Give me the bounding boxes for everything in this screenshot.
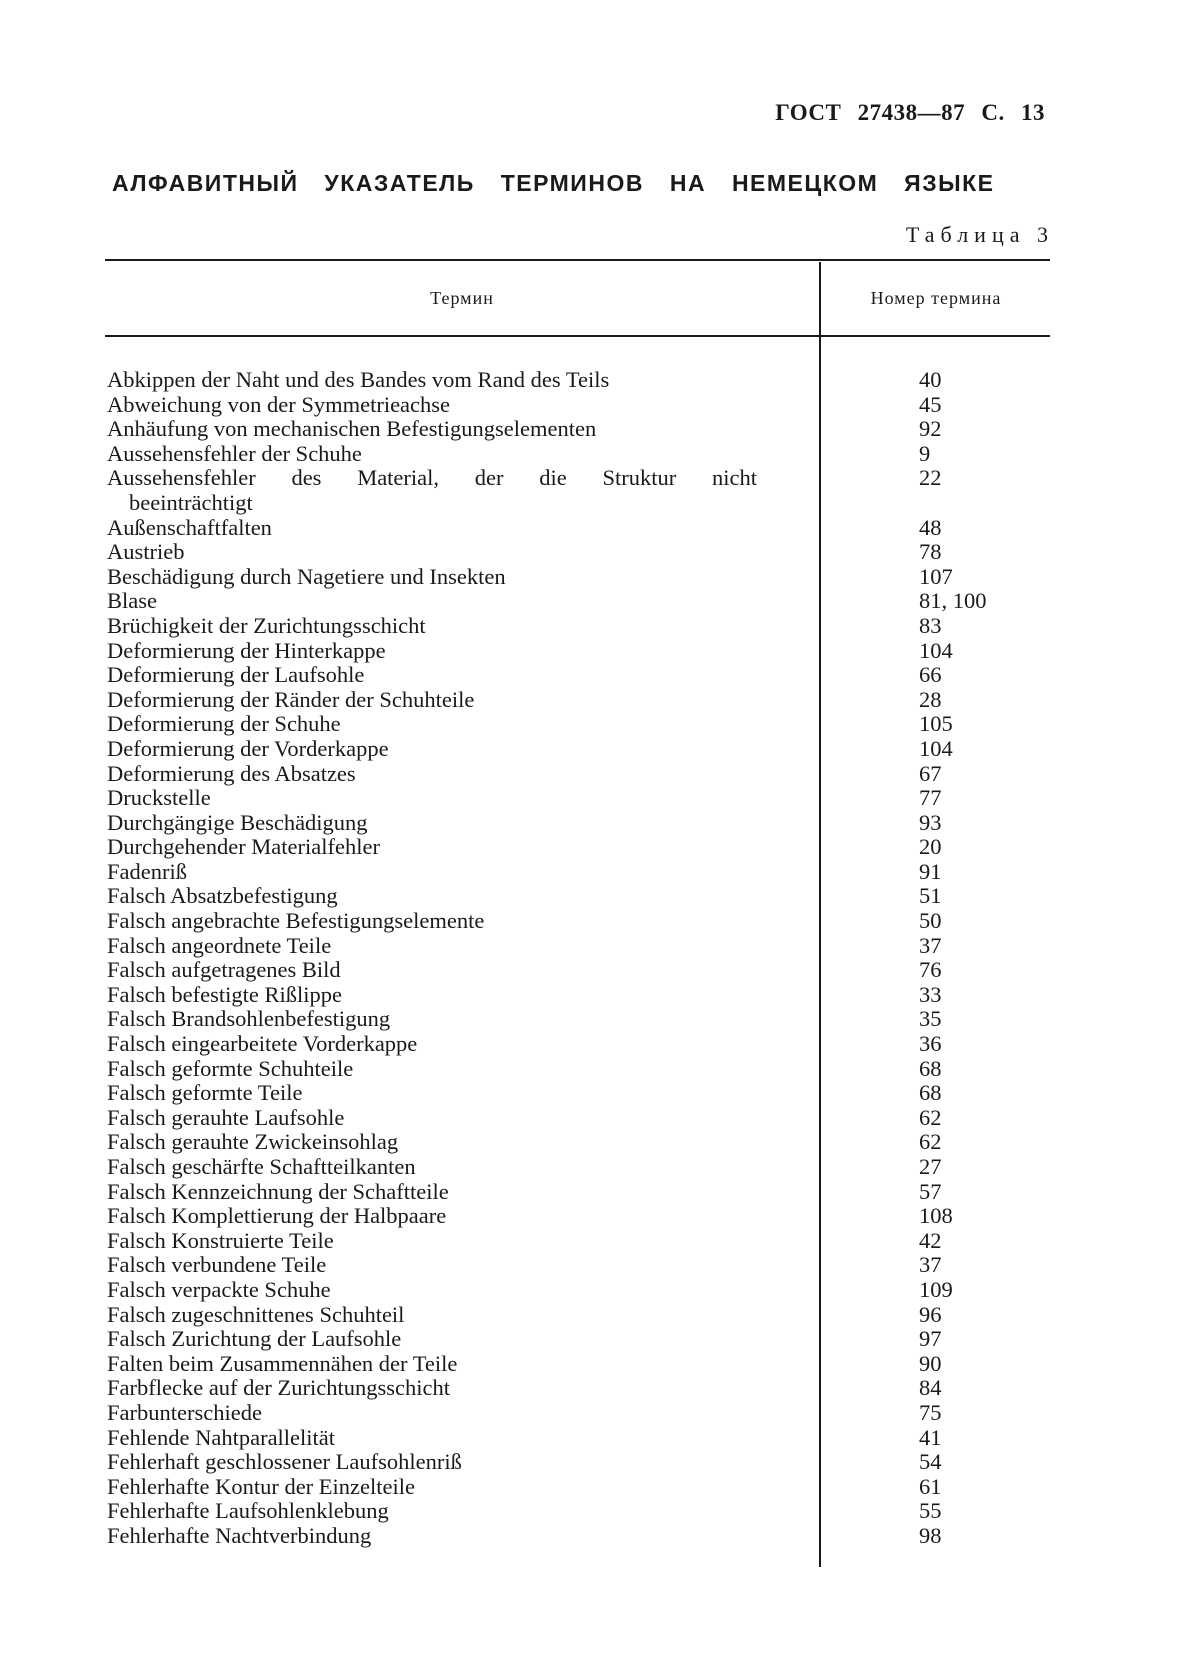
- term-number: 40: [919, 367, 942, 392]
- table-row: [107, 1229, 1050, 1254]
- term-number: 61: [919, 1473, 942, 1499]
- table-row: [107, 737, 1050, 762]
- term-text: Falsch geschärfte Schaftteilkanten: [107, 1154, 416, 1179]
- term-number: 67: [919, 760, 942, 786]
- table-row: [107, 1401, 1050, 1426]
- term-number: 108: [919, 1203, 953, 1229]
- table-row: [107, 1253, 1050, 1278]
- term-number: 51: [919, 883, 942, 909]
- term-text: Falsch Kennzeichnung der Schaftteile: [107, 1178, 449, 1204]
- term-text: Fehlerhafte Nachtverbindung: [107, 1522, 372, 1548]
- term-text: Brüchigkeit der Zurichtungsschicht: [107, 612, 426, 638]
- term-number: 104: [919, 735, 953, 761]
- table-row: [107, 1081, 1050, 1106]
- term-text: Falsch verpackte Schuhe: [107, 1276, 331, 1302]
- term-text: Deformierung der Vorderkappe: [107, 735, 389, 761]
- term-text: Austrieb: [107, 539, 185, 565]
- term-number: 22: [919, 465, 942, 491]
- term-number: 28: [919, 686, 942, 712]
- term-text: Falsch angeordnete Teile: [107, 932, 332, 958]
- table-row: [107, 1499, 1050, 1524]
- term-text: Falsch verbundene Teile: [107, 1252, 327, 1278]
- table-row: [107, 393, 1050, 418]
- term-text: Deformierung der Hinterkappe: [107, 637, 386, 663]
- term-number: 109: [919, 1276, 953, 1302]
- term-number: 75: [919, 1399, 942, 1425]
- term-text: Deformierung der Laufsohle: [107, 662, 365, 688]
- table-row: [107, 909, 1050, 934]
- term-number: 93: [919, 809, 942, 835]
- table-row: [107, 442, 1050, 467]
- term-number: 98: [919, 1522, 942, 1548]
- term-text: Falsch Zurichtung der Laufsohle: [107, 1326, 402, 1352]
- term-number: 83: [919, 612, 942, 638]
- term-text: Fehlerhaft geschlossener Laufsohlenriß: [107, 1449, 462, 1475]
- term-number: 57: [919, 1178, 942, 1204]
- term-number: 90: [919, 1350, 942, 1376]
- term-number: 62: [919, 1104, 942, 1130]
- table-header-rule: [105, 335, 1050, 337]
- table-row: [107, 1130, 1050, 1155]
- term-number: 48: [919, 514, 942, 540]
- term-text: Fehlerhafte Laufsohlenklebung: [107, 1498, 389, 1524]
- table-row: [107, 614, 1050, 639]
- term-number: 104: [919, 637, 953, 663]
- table-row: [107, 811, 1050, 836]
- term-text: Falsch angebrachte Befestigungselemente: [107, 908, 485, 934]
- table-row: [107, 1007, 1050, 1032]
- term-text: Farbflecke auf der Zurichtungsschicht: [107, 1375, 450, 1401]
- term-text: Fehlerhafte Kontur der Einzelteile: [107, 1473, 415, 1499]
- column-header-term: Термин: [430, 288, 494, 308]
- term-text-continuation: beeinträchtigt: [129, 489, 253, 515]
- table-row: [107, 835, 1050, 860]
- term-text: Falsch zugeschnittenes Schuhteil: [107, 1301, 405, 1327]
- table-caption: Таблица 3: [905, 222, 1054, 247]
- term-number: 76: [919, 957, 942, 983]
- page-header: ГОСТ 27438—87 С. 13: [775, 100, 1045, 125]
- term-number: 54: [919, 1449, 942, 1475]
- table-row: [107, 1426, 1050, 1451]
- term-text: Durchgängige Beschädigung: [107, 809, 368, 835]
- header-column-divider: [819, 262, 821, 335]
- table-row: [107, 1057, 1050, 1082]
- table-row: [107, 1327, 1050, 1352]
- table-top-rule: [105, 259, 1050, 261]
- term-number: 35: [919, 1006, 942, 1032]
- term-text: Falsch befestigte Rißlippe: [107, 981, 342, 1007]
- table-row: [107, 466, 1050, 515]
- term-text: Falsch Komplettierung der Halbpaare: [107, 1203, 447, 1229]
- term-number: 62: [919, 1129, 942, 1155]
- term-text: Druckstelle: [107, 785, 211, 811]
- term-text: Falsch geformte Schuhteile: [107, 1055, 354, 1081]
- table-row: [107, 712, 1050, 737]
- term-number: 68: [919, 1080, 942, 1106]
- table-row: [107, 663, 1050, 688]
- table-row: [107, 688, 1050, 713]
- term-number: 78: [919, 539, 942, 565]
- table-row: [107, 1032, 1050, 1057]
- term-text: Beschädigung durch Nagetiere und Insekten: [107, 563, 506, 589]
- term-text: Falten beim Zusammennähen der Teile: [107, 1350, 458, 1376]
- term-text: Falsch geformte Teile: [107, 1080, 303, 1106]
- table-row: [107, 1450, 1050, 1475]
- document-title: АЛФАВИТНЫЙ УКАЗАТЕЛЬ ТЕРМИНОВ НА НЕМЕЦКОМ ЯЗЫКЕ: [112, 170, 995, 196]
- term-text: Deformierung der Ränder der Schuhteile: [107, 686, 475, 712]
- term-text: [107, 466, 757, 515]
- term-number: 50: [919, 908, 942, 934]
- term-number: 84: [919, 1375, 942, 1401]
- term-number: 97: [919, 1326, 942, 1352]
- table-row: [107, 516, 1050, 541]
- term-number: 37: [919, 1252, 942, 1278]
- table-row: [107, 884, 1050, 909]
- term-number: 105: [919, 711, 953, 737]
- term-number: 55: [919, 1498, 942, 1524]
- term-text: Abkippen der Naht und des Bandes vom Rand des Teils: [107, 367, 610, 392]
- term-text: Fadenriß: [107, 858, 187, 884]
- table-row: [107, 983, 1050, 1008]
- term-number: 66: [919, 662, 942, 688]
- term-text: Falsch gerauhte Laufsohle: [107, 1104, 345, 1130]
- table-row: [107, 1278, 1050, 1303]
- term-text: Deformierung der Schuhe: [107, 711, 341, 737]
- column-header-number: Номер термина: [870, 288, 1002, 308]
- table-row: [107, 1303, 1050, 1328]
- term-number: 107: [919, 563, 953, 589]
- table-row: [107, 1524, 1050, 1549]
- term-number: 68: [919, 1055, 942, 1081]
- table-row: [107, 860, 1050, 885]
- term-text: Farbunterschiede: [107, 1399, 262, 1425]
- term-text: Durchgehender Materialfehler: [107, 834, 380, 860]
- table-row: [107, 1106, 1050, 1131]
- table-row: [107, 1155, 1050, 1180]
- table-row: [107, 368, 1050, 393]
- term-text-line: Aussehensfehler des Material, der die Struktur nicht: [107, 465, 757, 491]
- table-row: [107, 417, 1050, 442]
- term-number: 36: [919, 1031, 942, 1057]
- table-row: [107, 1180, 1050, 1205]
- term-text: Blase: [107, 588, 157, 614]
- term-number: 27: [919, 1154, 942, 1179]
- table-row: [107, 1352, 1050, 1377]
- term-number: 37: [919, 932, 942, 958]
- term-text: Falsch eingearbeitete Vorderkappe: [107, 1031, 418, 1057]
- term-number: 41: [919, 1424, 942, 1450]
- term-text: Fehlende Nahtparallelität: [107, 1424, 336, 1450]
- term-text: Falsch Absatzbefestigung: [107, 883, 338, 909]
- table-row: [107, 762, 1050, 787]
- table-row: [107, 1376, 1050, 1401]
- table-row: [107, 934, 1050, 959]
- term-text: Falsch Brandsohlenbefestigung: [107, 1006, 391, 1032]
- term-number: 91: [919, 858, 942, 884]
- term-number: 33: [919, 981, 942, 1007]
- term-number: 45: [919, 391, 942, 417]
- term-number: 42: [919, 1227, 942, 1253]
- term-text: Falsch gerauhte Zwickeinsohlag: [107, 1129, 399, 1155]
- table-row: [107, 958, 1050, 983]
- term-number: 9: [919, 440, 931, 466]
- term-number: 96: [919, 1301, 942, 1327]
- table-row: [107, 1204, 1050, 1229]
- term-number: 20: [919, 834, 942, 860]
- table-row: [107, 540, 1050, 565]
- term-text: Außenschaftfalten: [107, 514, 272, 540]
- table-row: [107, 639, 1050, 664]
- table-row: [107, 1475, 1050, 1500]
- table-row: [107, 565, 1050, 590]
- term-number: 92: [919, 416, 942, 442]
- term-text: Aussehensfehler der Schuhe: [107, 440, 362, 466]
- term-number: 81, 100: [919, 588, 987, 614]
- term-text: Anhäufung von mechanischen Befestigungselementen: [107, 416, 597, 442]
- term-text: Deformierung des Absatzes: [107, 760, 356, 786]
- term-text: Falsch aufgetragenes Bild: [107, 957, 341, 983]
- term-text: Falsch Konstruierte Teile: [107, 1227, 334, 1253]
- term-text: Abweichung von der Symmetrieachse: [107, 391, 451, 417]
- term-number: 77: [919, 785, 942, 811]
- term-index-table: [107, 368, 1050, 1549]
- table-row: [107, 786, 1050, 811]
- table-row: [107, 589, 1050, 614]
